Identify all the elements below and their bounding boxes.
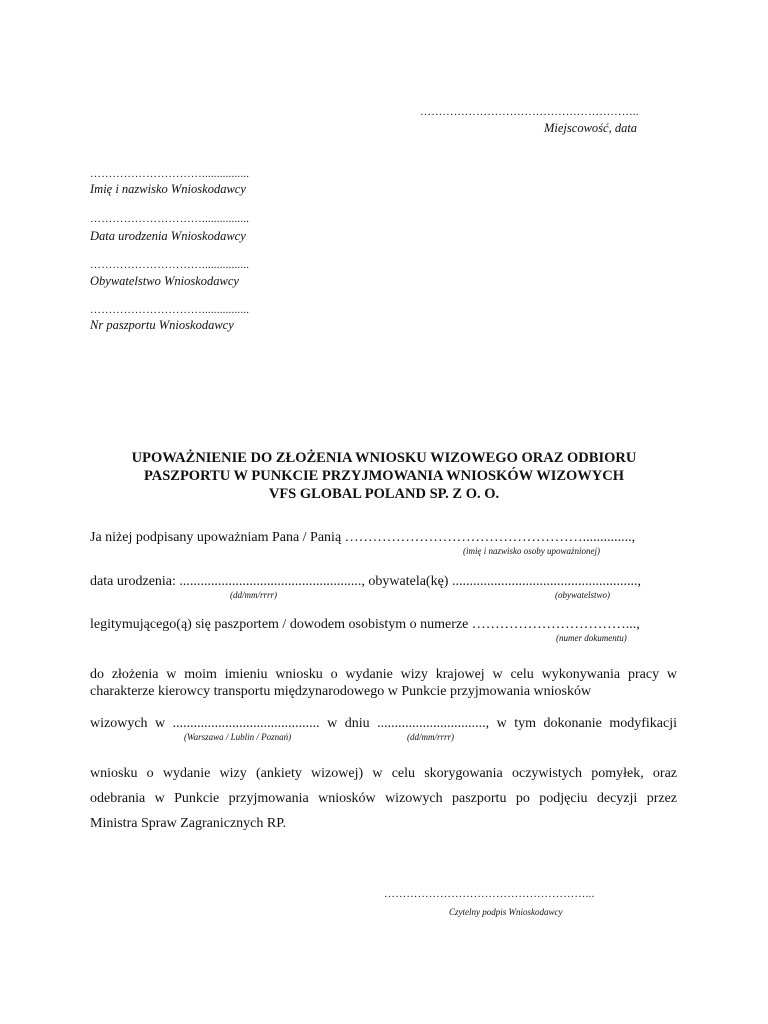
signature-dots: ………………………………………………... bbox=[384, 888, 595, 900]
place-date-dots: ………………………………………………….. bbox=[420, 106, 639, 118]
place-caption: (Warszawa / Lublin / Poznań) bbox=[184, 732, 292, 742]
submission-date-caption: (dd/mm/rrrr) bbox=[407, 732, 455, 742]
title-line-1: UPOWAŻNIENIE DO ZŁOŻENIA WNIOSKU WIZOWEGO ORAZ ODBIORU bbox=[131, 450, 637, 466]
title-line-2: PASZPORTU W PUNKCIE PRZYJMOWANIA WNIOSKÓW WIZOWYCH bbox=[143, 468, 625, 484]
birth-date-caption: (dd/mm/rrrr) bbox=[230, 590, 278, 600]
authorize-line: Ja niżej podpisany upoważniam Pana / Panią …………………………………………….............., bbox=[90, 530, 636, 545]
citizenship-caption: (obywatelstwo) bbox=[555, 590, 610, 600]
applicant-citizenship-dots: …………………………................ bbox=[90, 259, 250, 271]
applicant-birthdate-dots: …………………………................ bbox=[90, 213, 250, 225]
applicant-passport-dots: …………………………................ bbox=[90, 304, 250, 316]
purpose-line-1: do złożenia w moim imieniu wniosku o wydanie wizy krajowej w celu wykonywania pracy w bbox=[90, 667, 677, 682]
id-document-caption: (numer dokumentu) bbox=[556, 633, 627, 643]
final-line-3: Ministra Spraw Zagranicznych RP. bbox=[90, 816, 286, 831]
applicant-passport-label: Nr paszportu Wnioskodawcy bbox=[90, 318, 234, 332]
applicant-citizenship-label: Obywatelstwo Wnioskodawcy bbox=[90, 274, 239, 288]
applicant-name-dots: …………………………................ bbox=[90, 168, 250, 180]
title-line-3: VFS GLOBAL POLAND SP. Z O. O. bbox=[268, 486, 500, 502]
final-line-1: wniosku o wydanie wizy (ankiety wizowej) w celu skorygowania oczywistych pomyłek, oraz bbox=[90, 766, 677, 781]
place-date-line: wizowych w .......................................... w dniu ..............................., w tym dokonanie modyfikacji bbox=[90, 716, 677, 731]
id-document-line: legitymującego(ą) się paszportem / dowodem osobistym o numerze ……………………………..., bbox=[90, 617, 640, 632]
document-title bbox=[90, 449, 678, 503]
purpose-line-2: charakterze kierowcy transportu międzynarodowego w Punkcie przyjmowania wniosków bbox=[90, 684, 592, 699]
birth-citizenship-line: data urodzenia: ...................................................., obywatela(kę) ....................................................., bbox=[90, 574, 641, 589]
applicant-name-label: Imię i nazwisko Wnioskodawcy bbox=[90, 182, 246, 196]
signature-label: Czytelny podpis Wnioskodawcy bbox=[449, 907, 563, 917]
authorize-caption: (imię i nazwisko osoby upoważnionej) bbox=[463, 546, 600, 556]
applicant-birthdate-label: Data urodzenia Wnioskodawcy bbox=[90, 229, 246, 243]
place-date-label: Miejscowość, data bbox=[544, 121, 638, 135]
final-line-2: odebrania w Punkcie przyjmowania wniosków wizowych paszportu po podjęciu decyzji przez bbox=[90, 791, 677, 806]
